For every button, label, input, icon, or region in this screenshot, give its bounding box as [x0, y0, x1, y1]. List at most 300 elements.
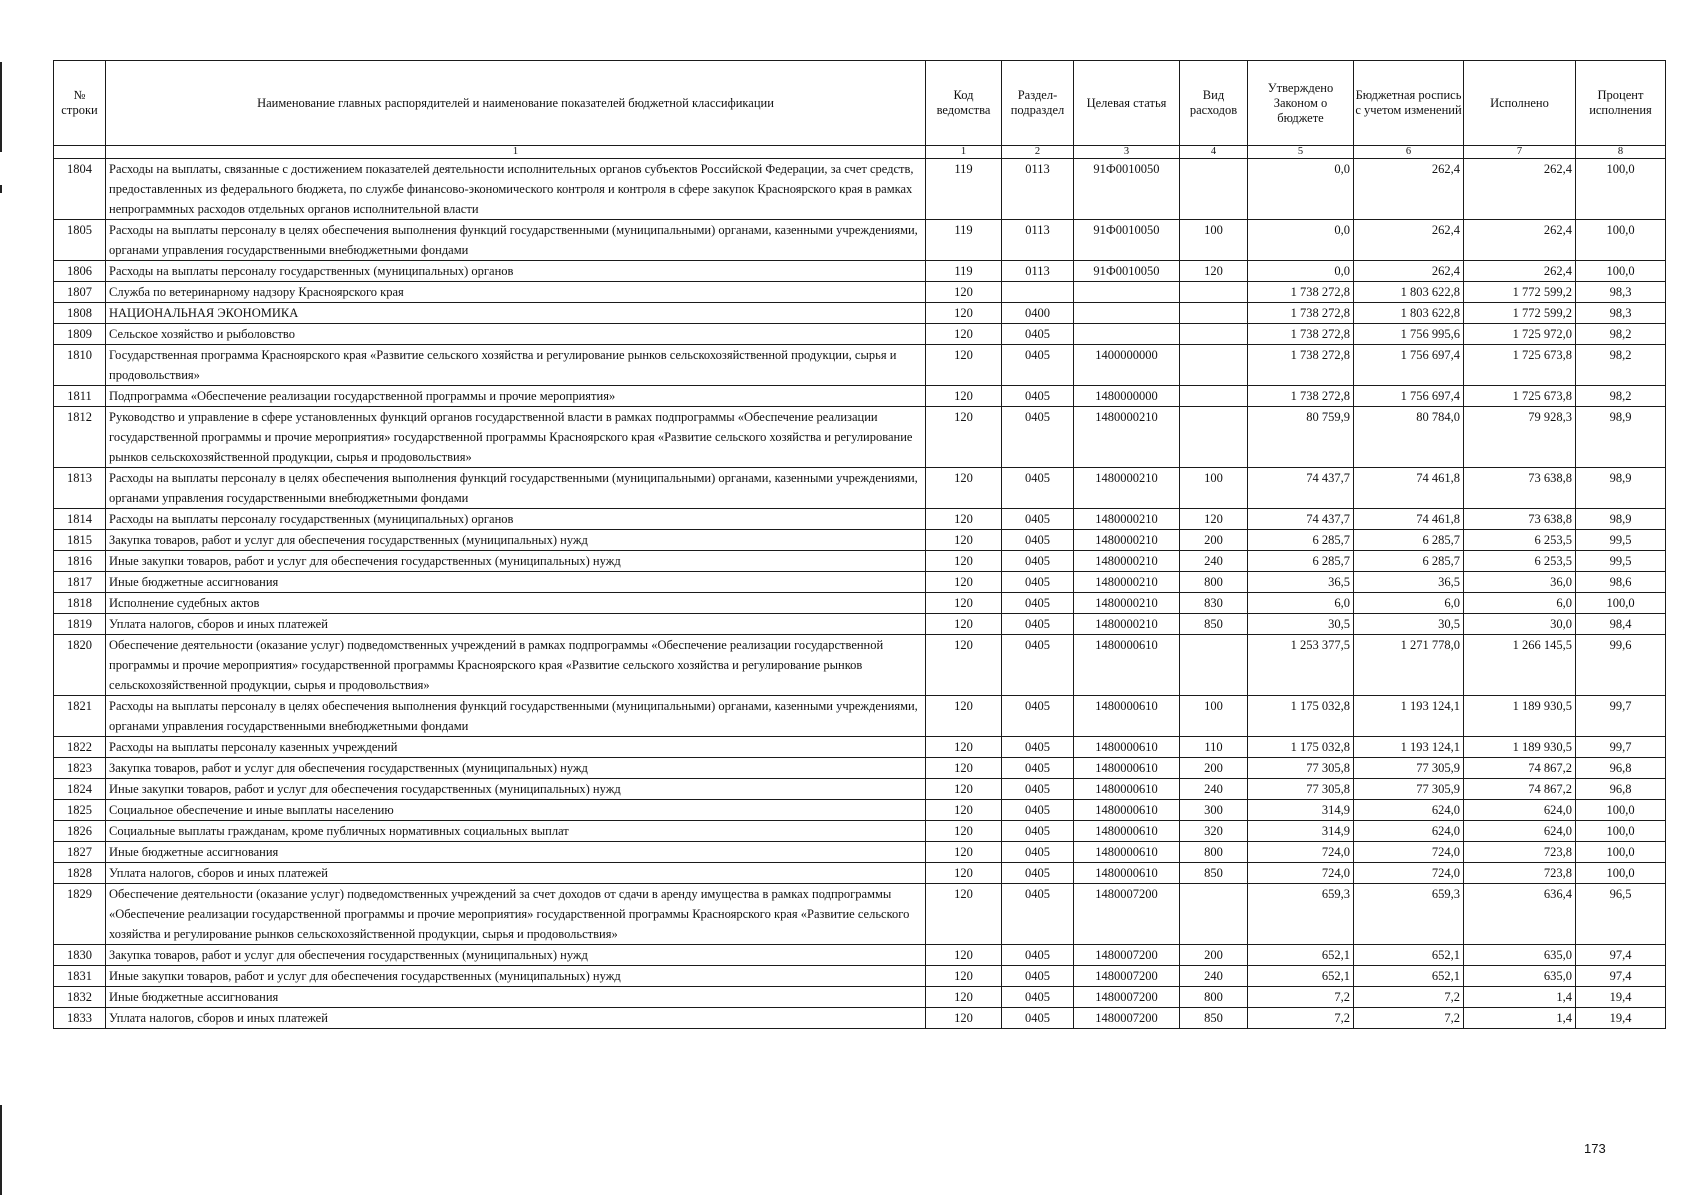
row-number: 1819 — [54, 614, 106, 635]
row-expense-type — [1180, 407, 1248, 468]
row-expense-type: 100 — [1180, 220, 1248, 261]
row-target-article: 1480007200 — [1074, 945, 1180, 966]
row-section: 0405 — [1002, 758, 1074, 779]
row-executed: 6,0 — [1464, 593, 1576, 614]
row-expense-type — [1180, 345, 1248, 386]
row-section: 0405 — [1002, 800, 1074, 821]
row-budget-schedule: 652,1 — [1354, 945, 1464, 966]
column-number: 7 — [1464, 146, 1576, 159]
row-approved: 6 285,7 — [1248, 551, 1354, 572]
row-approved: 314,9 — [1248, 821, 1354, 842]
row-name: Расходы на выплаты персоналу в целях обеспечения выполнения функций государственными (муниципальными) органами, казенными учреждениями, органами управления государственными внебюджетными фондами — [106, 696, 926, 737]
row-department-code: 120 — [926, 324, 1002, 345]
table-row — [54, 842, 1666, 863]
row-department-code: 120 — [926, 800, 1002, 821]
row-name: Иные закупки товаров, работ и услуг для обеспечения государственных (муниципальных) нужд — [106, 551, 926, 572]
row-target-article: 91Ф0010050 — [1074, 261, 1180, 282]
row-approved: 6,0 — [1248, 593, 1354, 614]
row-budget-schedule: 7,2 — [1354, 987, 1464, 1008]
row-name: НАЦИОНАЛЬНАЯ ЭКОНОМИКА — [106, 303, 926, 324]
row-approved: 1 738 272,8 — [1248, 345, 1354, 386]
row-budget-schedule: 80 784,0 — [1354, 407, 1464, 468]
row-number: 1810 — [54, 345, 106, 386]
row-department-code: 120 — [926, 758, 1002, 779]
row-executed: 1,4 — [1464, 987, 1576, 1008]
row-name: Государственная программа Красноярского края «Развитие сельского хозяйства и регулирование рынков сельскохозяйственной продукции, сырья и продовольствия» — [106, 345, 926, 386]
row-expense-type: 300 — [1180, 800, 1248, 821]
row-approved: 6 285,7 — [1248, 530, 1354, 551]
row-expense-type — [1180, 635, 1248, 696]
row-name: Иные закупки товаров, работ и услуг для обеспечения государственных (муниципальных) нужд — [106, 779, 926, 800]
table-row — [54, 966, 1666, 987]
row-section: 0405 — [1002, 987, 1074, 1008]
row-target-article — [1074, 303, 1180, 324]
table-row — [54, 1008, 1666, 1029]
row-number: 1809 — [54, 324, 106, 345]
row-number: 1807 — [54, 282, 106, 303]
row-expense-type: 120 — [1180, 509, 1248, 530]
row-target-article: 1480007200 — [1074, 1008, 1180, 1029]
header-name: Наименование главных распорядителей и наименование показателей бюджетной классификации — [106, 61, 926, 146]
row-approved: 1 738 272,8 — [1248, 324, 1354, 345]
row-executed: 6 253,5 — [1464, 530, 1576, 551]
row-department-code: 120 — [926, 863, 1002, 884]
table-row — [54, 261, 1666, 282]
row-percent: 100,0 — [1576, 220, 1666, 261]
row-percent: 100,0 — [1576, 261, 1666, 282]
row-department-code: 120 — [926, 635, 1002, 696]
row-number: 1820 — [54, 635, 106, 696]
row-percent: 98,2 — [1576, 345, 1666, 386]
row-budget-schedule: 1 756 697,4 — [1354, 386, 1464, 407]
row-executed: 262,4 — [1464, 261, 1576, 282]
row-expense-type — [1180, 386, 1248, 407]
row-expense-type — [1180, 159, 1248, 220]
row-department-code: 120 — [926, 386, 1002, 407]
row-budget-schedule: 6 285,7 — [1354, 530, 1464, 551]
row-number: 1804 — [54, 159, 106, 220]
row-target-article: 1480000210 — [1074, 551, 1180, 572]
row-section: 0405 — [1002, 551, 1074, 572]
row-budget-schedule: 624,0 — [1354, 800, 1464, 821]
row-approved: 1 738 272,8 — [1248, 282, 1354, 303]
row-approved: 74 437,7 — [1248, 468, 1354, 509]
row-budget-schedule: 652,1 — [1354, 966, 1464, 987]
row-expense-type — [1180, 303, 1248, 324]
row-expense-type: 110 — [1180, 737, 1248, 758]
row-executed: 79 928,3 — [1464, 407, 1576, 468]
row-target-article: 1480000610 — [1074, 758, 1180, 779]
row-section: 0405 — [1002, 509, 1074, 530]
row-section: 0405 — [1002, 945, 1074, 966]
row-number: 1825 — [54, 800, 106, 821]
row-executed: 635,0 — [1464, 966, 1576, 987]
row-approved: 0,0 — [1248, 261, 1354, 282]
row-budget-schedule: 624,0 — [1354, 821, 1464, 842]
row-target-article: 1480000210 — [1074, 614, 1180, 635]
row-budget-schedule: 1 193 124,1 — [1354, 737, 1464, 758]
row-department-code: 120 — [926, 407, 1002, 468]
row-executed: 723,8 — [1464, 863, 1576, 884]
row-expense-type: 240 — [1180, 966, 1248, 987]
row-name: Расходы на выплаты персоналу государственных (муниципальных) органов — [106, 261, 926, 282]
row-target-article: 1480007200 — [1074, 987, 1180, 1008]
row-executed: 74 867,2 — [1464, 758, 1576, 779]
row-budget-schedule: 77 305,9 — [1354, 758, 1464, 779]
row-target-article: 1400000000 — [1074, 345, 1180, 386]
row-department-code: 120 — [926, 593, 1002, 614]
row-budget-schedule: 1 756 995,6 — [1354, 324, 1464, 345]
row-expense-type: 850 — [1180, 1008, 1248, 1029]
row-department-code: 120 — [926, 614, 1002, 635]
row-name: Расходы на выплаты персоналу казенных учреждений — [106, 737, 926, 758]
row-number: 1814 — [54, 509, 106, 530]
row-name: Расходы на выплаты персоналу государственных (муниципальных) органов — [106, 509, 926, 530]
row-section: 0405 — [1002, 863, 1074, 884]
row-name: Обеспечение деятельности (оказание услуг) подведомственных учреждений в рамках подпрограммы «Обеспечение реализации государственной программы и прочие мероприятия» государственной программы Красноярского края «Развитие сельского хозяйства и регулирование рынков сельскохозяйственной продукции, сырья и продовольствия» — [106, 635, 926, 696]
row-name: Социальное обеспечение и иные выплаты населению — [106, 800, 926, 821]
row-section: 0405 — [1002, 696, 1074, 737]
row-percent: 99,6 — [1576, 635, 1666, 696]
row-name: Уплата налогов, сборов и иных платежей — [106, 614, 926, 635]
table-row — [54, 551, 1666, 572]
row-percent: 99,5 — [1576, 530, 1666, 551]
page-number: 173 — [1584, 1141, 1606, 1156]
table-row — [54, 386, 1666, 407]
table-row — [54, 987, 1666, 1008]
row-department-code: 120 — [926, 551, 1002, 572]
row-expense-type: 320 — [1180, 821, 1248, 842]
row-budget-schedule: 262,4 — [1354, 220, 1464, 261]
row-section: 0405 — [1002, 345, 1074, 386]
table-row — [54, 800, 1666, 821]
row-target-article: 1480000610 — [1074, 863, 1180, 884]
table-row — [54, 282, 1666, 303]
row-approved: 1 738 272,8 — [1248, 303, 1354, 324]
table-row — [54, 821, 1666, 842]
row-executed: 73 638,8 — [1464, 468, 1576, 509]
row-section: 0400 — [1002, 303, 1074, 324]
row-section: 0113 — [1002, 261, 1074, 282]
row-executed: 1 725 673,8 — [1464, 386, 1576, 407]
row-target-article: 1480000610 — [1074, 737, 1180, 758]
row-department-code: 120 — [926, 282, 1002, 303]
row-department-code: 120 — [926, 821, 1002, 842]
row-expense-type: 850 — [1180, 614, 1248, 635]
table-row — [54, 945, 1666, 966]
row-executed: 636,4 — [1464, 884, 1576, 945]
column-number: 5 — [1248, 146, 1354, 159]
row-budget-schedule: 1 193 124,1 — [1354, 696, 1464, 737]
row-section: 0405 — [1002, 530, 1074, 551]
row-expense-type: 850 — [1180, 863, 1248, 884]
table-row — [54, 635, 1666, 696]
row-executed: 635,0 — [1464, 945, 1576, 966]
row-percent: 96,8 — [1576, 758, 1666, 779]
column-number: 8 — [1576, 146, 1666, 159]
row-name: Сельское хозяйство и рыболовство — [106, 324, 926, 345]
row-executed: 1,4 — [1464, 1008, 1576, 1029]
row-percent: 97,4 — [1576, 966, 1666, 987]
row-name: Иные закупки товаров, работ и услуг для обеспечения государственных (муниципальных) нужд — [106, 966, 926, 987]
row-percent: 98,9 — [1576, 509, 1666, 530]
row-section: 0405 — [1002, 1008, 1074, 1029]
table-row — [54, 530, 1666, 551]
row-expense-type: 100 — [1180, 696, 1248, 737]
row-executed: 6 253,5 — [1464, 551, 1576, 572]
table-row — [54, 220, 1666, 261]
header-target-article: Целевая статья — [1074, 61, 1180, 146]
row-percent: 98,3 — [1576, 282, 1666, 303]
column-number: 1 — [106, 146, 926, 159]
row-budget-schedule: 6,0 — [1354, 593, 1464, 614]
table-row — [54, 758, 1666, 779]
table-row — [54, 779, 1666, 800]
row-budget-schedule: 262,4 — [1354, 159, 1464, 220]
row-percent: 99,7 — [1576, 696, 1666, 737]
row-executed: 1 725 972,0 — [1464, 324, 1576, 345]
row-department-code: 120 — [926, 468, 1002, 509]
row-executed: 30,0 — [1464, 614, 1576, 635]
row-expense-type: 200 — [1180, 530, 1248, 551]
row-executed: 624,0 — [1464, 800, 1576, 821]
row-target-article — [1074, 282, 1180, 303]
column-number: 3 — [1074, 146, 1180, 159]
row-number: 1806 — [54, 261, 106, 282]
table-row — [54, 863, 1666, 884]
column-number: 4 — [1180, 146, 1248, 159]
row-approved: 314,9 — [1248, 800, 1354, 821]
row-name: Иные бюджетные ассигнования — [106, 987, 926, 1008]
row-executed: 1 772 599,2 — [1464, 282, 1576, 303]
row-number: 1826 — [54, 821, 106, 842]
row-target-article — [1074, 324, 1180, 345]
row-expense-type: 240 — [1180, 779, 1248, 800]
row-number: 1812 — [54, 407, 106, 468]
row-expense-type: 200 — [1180, 945, 1248, 966]
row-approved: 0,0 — [1248, 220, 1354, 261]
scan-edge-mark-top — [0, 62, 2, 152]
row-section: 0405 — [1002, 407, 1074, 468]
row-expense-type — [1180, 884, 1248, 945]
row-percent: 100,0 — [1576, 800, 1666, 821]
row-percent: 98,9 — [1576, 468, 1666, 509]
row-target-article: 1480000210 — [1074, 572, 1180, 593]
row-budget-schedule: 77 305,9 — [1354, 779, 1464, 800]
row-department-code: 120 — [926, 945, 1002, 966]
scan-edge-mark-bottom — [0, 1105, 2, 1195]
table-row — [54, 614, 1666, 635]
row-budget-schedule: 1 271 778,0 — [1354, 635, 1464, 696]
row-expense-type: 240 — [1180, 551, 1248, 572]
row-number: 1828 — [54, 863, 106, 884]
row-target-article: 1480000210 — [1074, 509, 1180, 530]
row-department-code: 120 — [926, 966, 1002, 987]
row-approved: 77 305,8 — [1248, 758, 1354, 779]
header-approved: Утверждено Законом о бюджете — [1248, 61, 1354, 146]
row-name: Социальные выплаты гражданам, кроме публичных нормативных социальных выплат — [106, 821, 926, 842]
row-approved: 652,1 — [1248, 966, 1354, 987]
row-percent: 97,4 — [1576, 945, 1666, 966]
row-approved: 74 437,7 — [1248, 509, 1354, 530]
row-approved: 1 253 377,5 — [1248, 635, 1354, 696]
row-target-article: 1480007200 — [1074, 884, 1180, 945]
row-executed: 262,4 — [1464, 159, 1576, 220]
row-name: Расходы на выплаты, связанные с достижением показателей деятельности исполнительных органов субъектов Российской Федерации, за счет средств, предоставленных из федерального бюджета, по службе финансово-экономического контроля и контроля в сфере закупок Красноярского края в рамках непрограммных расходов отдельных органов исполнительной власти — [106, 159, 926, 220]
table-row — [54, 324, 1666, 345]
table-body — [54, 159, 1666, 1029]
table-row — [54, 407, 1666, 468]
row-approved: 36,5 — [1248, 572, 1354, 593]
row-percent: 96,8 — [1576, 779, 1666, 800]
row-budget-schedule: 30,5 — [1354, 614, 1464, 635]
row-name: Закупка товаров, работ и услуг для обеспечения государственных (муниципальных) нужд — [106, 758, 926, 779]
row-number: 1808 — [54, 303, 106, 324]
table-row — [54, 737, 1666, 758]
row-approved: 77 305,8 — [1248, 779, 1354, 800]
row-number: 1822 — [54, 737, 106, 758]
row-number: 1830 — [54, 945, 106, 966]
row-number: 1821 — [54, 696, 106, 737]
row-department-code: 120 — [926, 345, 1002, 386]
row-percent: 96,5 — [1576, 884, 1666, 945]
row-approved: 80 759,9 — [1248, 407, 1354, 468]
row-name: Иные бюджетные ассигнования — [106, 572, 926, 593]
row-executed: 1 725 673,8 — [1464, 345, 1576, 386]
row-target-article: 91Ф0010050 — [1074, 220, 1180, 261]
row-department-code: 119 — [926, 220, 1002, 261]
row-percent: 99,5 — [1576, 551, 1666, 572]
row-expense-type: 100 — [1180, 468, 1248, 509]
row-percent: 100,0 — [1576, 842, 1666, 863]
row-executed: 1 266 145,5 — [1464, 635, 1576, 696]
row-expense-type — [1180, 282, 1248, 303]
row-number: 1827 — [54, 842, 106, 863]
row-target-article: 1480000610 — [1074, 842, 1180, 863]
row-department-code: 120 — [926, 884, 1002, 945]
row-name: Уплата налогов, сборов и иных платежей — [106, 863, 926, 884]
row-expense-type: 830 — [1180, 593, 1248, 614]
row-name: Исполнение судебных актов — [106, 593, 926, 614]
row-percent: 98,6 — [1576, 572, 1666, 593]
row-budget-schedule: 724,0 — [1354, 842, 1464, 863]
row-expense-type: 120 — [1180, 261, 1248, 282]
row-budget-schedule: 1 756 697,4 — [1354, 345, 1464, 386]
row-target-article: 1480000610 — [1074, 779, 1180, 800]
table-row — [54, 303, 1666, 324]
row-budget-schedule: 724,0 — [1354, 863, 1464, 884]
row-number: 1805 — [54, 220, 106, 261]
row-budget-schedule: 1 803 622,8 — [1354, 282, 1464, 303]
row-expense-type: 800 — [1180, 842, 1248, 863]
row-target-article: 1480000000 — [1074, 386, 1180, 407]
row-percent: 98,4 — [1576, 614, 1666, 635]
row-expense-type — [1180, 324, 1248, 345]
row-section: 0405 — [1002, 614, 1074, 635]
row-number: 1824 — [54, 779, 106, 800]
table-row — [54, 593, 1666, 614]
row-approved: 0,0 — [1248, 159, 1354, 220]
row-section: 0405 — [1002, 821, 1074, 842]
row-section: 0405 — [1002, 842, 1074, 863]
row-department-code: 120 — [926, 530, 1002, 551]
row-budget-schedule: 262,4 — [1354, 261, 1464, 282]
row-executed: 1 189 930,5 — [1464, 737, 1576, 758]
row-name: Закупка товаров, работ и услуг для обеспечения государственных (муниципальных) нужд — [106, 945, 926, 966]
row-section: 0405 — [1002, 779, 1074, 800]
row-expense-type: 800 — [1180, 572, 1248, 593]
row-target-article: 1480000610 — [1074, 821, 1180, 842]
row-number: 1811 — [54, 386, 106, 407]
row-department-code: 120 — [926, 696, 1002, 737]
column-number-row — [54, 146, 1666, 159]
row-budget-schedule: 36,5 — [1354, 572, 1464, 593]
table-row — [54, 572, 1666, 593]
row-executed: 1 772 599,2 — [1464, 303, 1576, 324]
row-approved: 30,5 — [1248, 614, 1354, 635]
row-section: 0405 — [1002, 884, 1074, 945]
row-number: 1823 — [54, 758, 106, 779]
table-row — [54, 509, 1666, 530]
table-row — [54, 159, 1666, 220]
column-number-blank — [54, 146, 106, 159]
row-section: 0405 — [1002, 386, 1074, 407]
row-target-article: 1480000210 — [1074, 593, 1180, 614]
row-executed: 36,0 — [1464, 572, 1576, 593]
row-percent: 19,4 — [1576, 1008, 1666, 1029]
column-number: 2 — [1002, 146, 1074, 159]
row-budget-schedule: 7,2 — [1354, 1008, 1464, 1029]
row-approved: 1 738 272,8 — [1248, 386, 1354, 407]
row-number: 1815 — [54, 530, 106, 551]
row-name: Подпрограмма «Обеспечение реализации государственной программы и прочие мероприятия» — [106, 386, 926, 407]
row-department-code: 120 — [926, 842, 1002, 863]
row-number: 1831 — [54, 966, 106, 987]
budget-execution-table — [53, 60, 1666, 1029]
row-number: 1829 — [54, 884, 106, 945]
row-budget-schedule: 74 461,8 — [1354, 509, 1464, 530]
row-approved: 7,2 — [1248, 1008, 1354, 1029]
table-row — [54, 468, 1666, 509]
table-row — [54, 345, 1666, 386]
row-percent: 98,3 — [1576, 303, 1666, 324]
row-department-code: 120 — [926, 509, 1002, 530]
table-header — [54, 61, 1666, 159]
row-approved: 7,2 — [1248, 987, 1354, 1008]
row-name: Уплата налогов, сборов и иных платежей — [106, 1008, 926, 1029]
row-number: 1816 — [54, 551, 106, 572]
row-name: Служба по ветеринарному надзору Красноярского края — [106, 282, 926, 303]
row-approved: 724,0 — [1248, 863, 1354, 884]
row-section: 0405 — [1002, 572, 1074, 593]
row-expense-type: 800 — [1180, 987, 1248, 1008]
row-department-code: 119 — [926, 261, 1002, 282]
row-section: 0405 — [1002, 635, 1074, 696]
row-target-article: 1480000610 — [1074, 696, 1180, 737]
row-budget-schedule: 74 461,8 — [1354, 468, 1464, 509]
row-name: Руководство и управление в сфере установленных функций органов государственной власти в рамках подпрограммы «Обеспечение реализации государственной программы и прочие мероприятия» государственной программы Красноярского края «Развитие сельского хозяйства и регулирование рынков сельскохозяйственной продукции, сырья и продовольствия» — [106, 407, 926, 468]
row-number: 1817 — [54, 572, 106, 593]
row-percent: 100,0 — [1576, 159, 1666, 220]
row-percent: 100,0 — [1576, 821, 1666, 842]
row-percent: 99,7 — [1576, 737, 1666, 758]
row-name: Обеспечение деятельности (оказание услуг) подведомственных учреждений за счет доходов от сдачи в аренду имущества в рамках подпрограммы «Обеспечение реализации государственной программы и прочие мероприятия» государственной программы Красноярского края «Развитие сельского хозяйства и регулирование рынков сельскохозяйственной продукции, сырья и продовольствия» — [106, 884, 926, 945]
row-number: 1833 — [54, 1008, 106, 1029]
header-department-code: Код ведомства — [926, 61, 1002, 146]
row-department-code: 120 — [926, 572, 1002, 593]
row-target-article: 1480000210 — [1074, 530, 1180, 551]
header-percent: Процент исполнения — [1576, 61, 1666, 146]
